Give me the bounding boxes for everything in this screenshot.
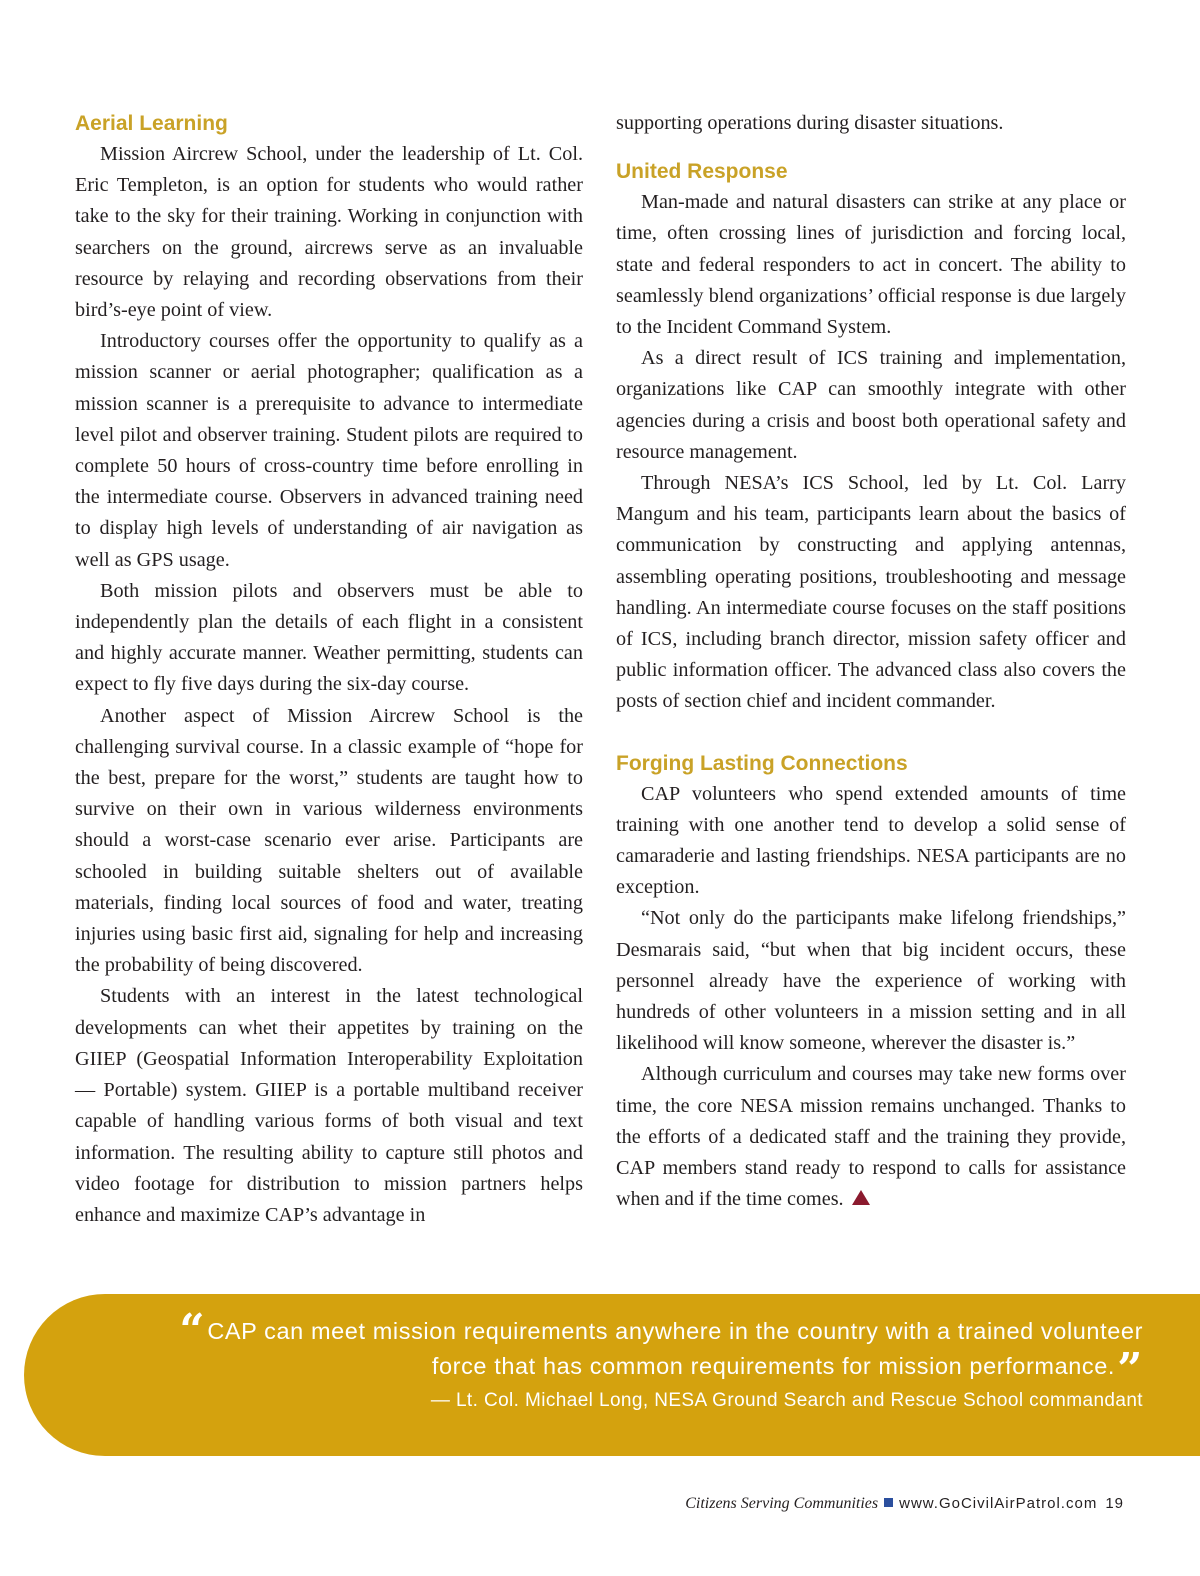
square-icon [884, 1498, 893, 1507]
close-quote-mark: ” [1117, 1344, 1143, 1395]
page-footer [685, 1495, 1124, 1513]
footer-tagline: Citizens Serving Communities [685, 1495, 879, 1512]
paragraph: Through NESA’s ICS School, led by Lt. Col. Larry Mangum and his team, participants learn about the basics of communication by constructing and applying antennas, assembling operating positions, troubleshooting and message handling. An intermediate course focuses on the staff positions of ICS, including branch director, mission safety officer and public information officer. The advanced class also covers the posts of section chief and incident commander. [616, 472, 1126, 713]
paragraph: CAP volunteers who spend extended amounts of time training with one another tend to develop a solid sense of camaraderie and lasting friendships. NESA participants are no exception. [616, 782, 1126, 899]
paragraph-final-text: Although curriculum and courses may take new forms over time, the core NESA mission remains unchanged. Thanks to the efforts of a dedicated staff and the training they provide, CAP members stand ready to respond to calls for assistance when and if the time comes. [616, 1063, 1126, 1211]
paragraph: Students with an interest in the latest technological developments can whet their appetites by training on the GIIEP (Geospatial Information Interoperability Exploitation — Portable) system. GIIEP is a portable multiband receiver capable of handling various forms of both visual and text information. The resulting ability to capture still photos and video footage for distribution to mission partners helps enhance and maximize CAP’s advantage in [75, 985, 583, 1226]
right-column [616, 108, 1126, 1216]
paragraph: Man-made and natural disasters can strike at any place or time, often crossing lines of jurisdiction and forcing local, state and federal responders to act in concert. The ability to seamlessly blend organizations’ official response is due largely to the Incident Command System. [616, 191, 1126, 339]
heading-forging-lasting-connections: Forging Lasting Connections [616, 751, 908, 775]
pull-quote-attribution: — Lt. Col. Michael Long, NESA Ground Search and Rescue School commandant [430, 1390, 1143, 1411]
paragraph-continuation: supporting operations during disaster situations. [616, 112, 1004, 134]
pull-quote-band [24, 1294, 1200, 1456]
paragraph: Both mission pilots and observers must be able to independently plan the details of each flight in a consistent and highly accurate manner. Weather permitting, students can expect to fly five days during the six-day course. [75, 579, 583, 696]
open-quote-mark: “ [179, 1305, 206, 1356]
footer-url: www.GoCivilAirPatrol.com [899, 1495, 1098, 1512]
left-column [75, 108, 583, 1231]
paragraph: As a direct result of ICS training and implementation, organizations like CAP can smoothly integrate with other agencies during a crisis and boost both operational safety and resource management. [616, 347, 1126, 463]
pull-quote [163, 1305, 1143, 1416]
paragraph: Another aspect of Mission Aircrew School is the challenging survival course. In a classic example of “hope for the best, prepare for the worst,” students are taught how to survive on their own in various wilderness environments should a worst-case scenario ever arise. Participants are schooled in building suitable shelters out of available materials, finding local sources of food and water, treating injuries using basic first aid, signaling for help and increasing the probability of being discovered. [75, 704, 583, 977]
heading-aerial-learning: Aerial Learning [75, 112, 228, 135]
paragraph: Mission Aircrew School, under the leadership of Lt. Col. Eric Templeton, is an option for students who would rather take to the sky for their training. Working in conjunction with searchers on the ground, aircrews serve as an invaluable resource by relaying and recording observations from their bird’s-eye point of view. [75, 143, 583, 322]
paragraph: “Not only do the participants make lifelong friendships,” Desmarais said, “but when that big incident occurs, these personnel already have the experience of working with hundreds of other volunteers in a mission setting and in all likelihood will know someone, wherever the disaster is.” [616, 907, 1126, 1055]
paragraph-final [616, 1059, 1126, 1215]
triangle-up-icon [852, 1190, 870, 1205]
pull-quote-text: CAP can meet mission requirements anywhere in the country with a trained volunteer force that has common requirements for mission performance. [207, 1318, 1143, 1379]
page-number: 19 [1105, 1495, 1124, 1512]
heading-united-response: United Response [616, 160, 788, 184]
paragraph: Introductory courses offer the opportunity to qualify as a mission scanner or aerial photographer; qualification as a mission scanner is a prerequisite to advance to intermediate level pilot and observer training. Student pilots are required to complete 50 hours of cross-country time before enrolling in the intermediate course. Observers in advanced training need to display high levels of understanding of air navigation as well as GPS usage. [75, 330, 583, 571]
